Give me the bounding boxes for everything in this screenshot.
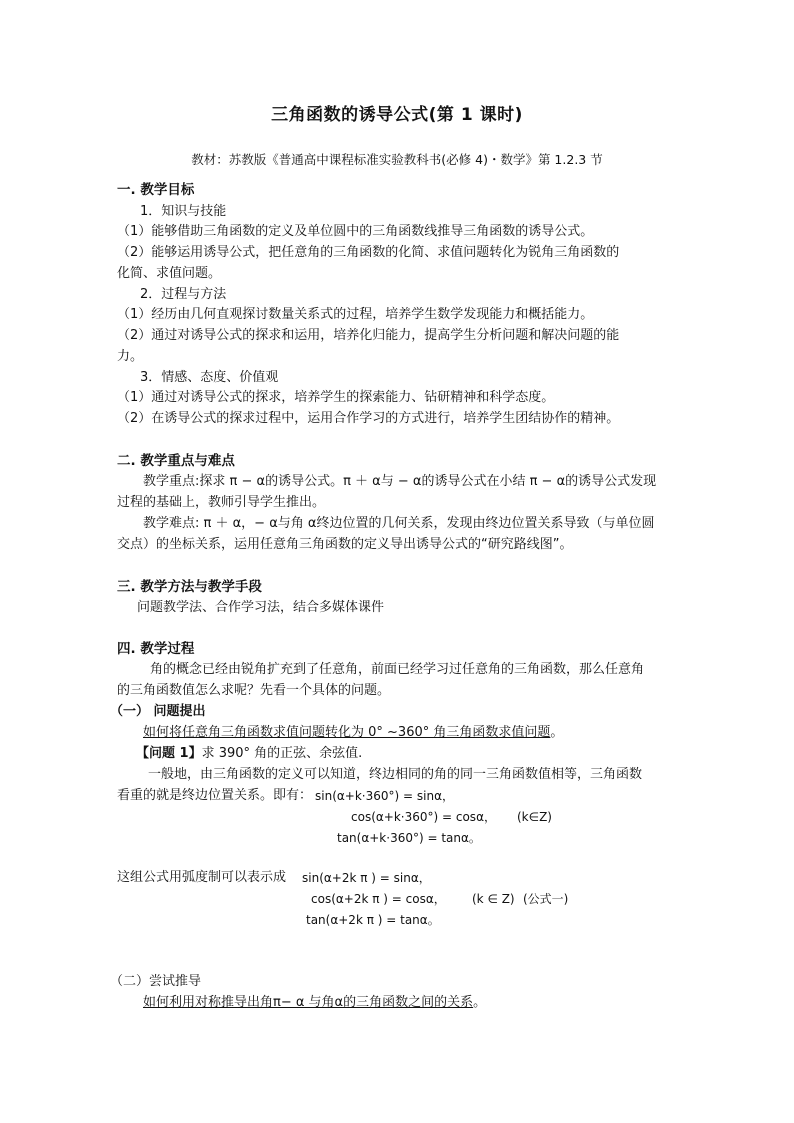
goal-attitude-heading: 3．情感、态度、价值观 (140, 370, 279, 385)
goal-process-2-cont: 力。 (117, 349, 144, 364)
formula-label: (公式一) (523, 892, 569, 906)
process-intro-cont: 的三角函数值怎么求呢？先看一个具体的问题。 (117, 683, 391, 698)
key-point-text: 教学重点:探求 π − α的诱导公式。π ＋ α与 − α的诱导公式在小结 π − α的诱导公式发现 (143, 474, 657, 489)
problem-1: 【问题 1】求 390° 角的正弦、余弦值. (136, 746, 363, 761)
section-heading-process: 四. 教学过程 (117, 641, 195, 657)
key-point-text-cont: 过程的基础上，教师引导学生推出。 (117, 495, 326, 510)
formula-tan-degree: tan(α+k·360°) = tanα。 (337, 831, 481, 845)
goal-knowledge-1: （1）能够借助三角函数的定义及单位圆中的三角函数线推导三角函数的诱导公式。 (117, 224, 594, 239)
process-intro: 角的概念已经由锐角扩充到了任意角，前面已经学习过任意角的三角函数，那么任意角 (150, 662, 645, 677)
section-heading-methods: 三. 教学方法与教学手段 (117, 579, 262, 595)
goal-process-1: （1）经历由几何直观探讨数量关系式的过程，培养学生数学发现能力和概括能力。 (117, 307, 594, 322)
radian-intro: 这组公式用弧度制可以表示成 (117, 870, 287, 885)
document-title: 三角函数的诱导公式(第 1 课时) (271, 105, 523, 125)
question-2-statement: 如何利用对称推导出角π− α 与角α的三角函数之间的关系。 (143, 995, 487, 1010)
formula-cos-degree: cos(α+k·360°) = cosα， (351, 810, 496, 824)
goal-process-heading: 2．过程与方法 (140, 287, 227, 302)
formula-cos-radian: cos(α+2k π ) = cosα， (311, 892, 446, 906)
formula-sin-degree: sin(α+k·360°) = sinα， (315, 789, 454, 803)
section-heading-goals: 一. 教学目标 (117, 182, 195, 198)
general-note-cont: 看重的就是终边位置关系。即有： (117, 788, 313, 803)
formula-tan-radian: tan(α+2k π ) = tanα。 (306, 913, 440, 927)
difficulty-text: 教学难点: π ＋ α，− α与角 α终边位置的几何关系，发现由终边位置关系导致（与单位圆 (143, 516, 655, 531)
difficulty-text-cont: 交点）的坐标关系，运用任意角三角函数的定义导出诱导公式的“研究路线图”。 (117, 537, 573, 552)
goal-process-2: （2）通过对诱导公式的探求和运用，培养化归能力，提高学生分析问题和解决问题的能 (117, 328, 620, 343)
formula-condition-degree: (k∈Z) (517, 810, 552, 824)
question-1-statement: 如何将任意角三角函数求值问题转化为 0° ~360° 角三角函数求值问题。 (143, 725, 564, 740)
goal-attitude-1: （1）通过对诱导公式的探求，培养学生的探索能力、钻研精神和科学态度。 (117, 390, 555, 405)
formula-sin-radian: sin(α+2k π ) = sinα， (302, 871, 431, 885)
goal-knowledge-2-cont: 化简、求值问题。 (117, 266, 222, 281)
goal-knowledge-2: （2）能够运用诱导公式，把任意角的三角函数的化简、求值问题转化为锐角三角函数的 (117, 245, 620, 260)
goal-knowledge-heading: 1．知识与技能 (140, 204, 227, 219)
document-subtitle: 教材：苏教版《普通高中课程标准实验教科书(必修 4)・数学》第 1.2.3 节 (191, 152, 603, 167)
methods-text: 问题教学法、合作学习法，结合多媒体课件 (137, 600, 385, 615)
formula-condition-radian: (k ∈ Z) (472, 892, 515, 906)
general-note: 一般地，由三角函数的定义可以知道，终边相同的角的同一三角函数值相等，三角函数 (148, 767, 643, 782)
goal-attitude-2: （2）在诱导公式的探求过程中，运用合作学习的方式进行，培养学生团结协作的精神。 (117, 411, 620, 426)
subsection-derivation: （二）尝试推导 (110, 974, 202, 989)
section-heading-key-points: 二. 教学重点与难点 (117, 453, 235, 469)
subsection-problem-posing: （一） 问题提出 (110, 704, 206, 719)
